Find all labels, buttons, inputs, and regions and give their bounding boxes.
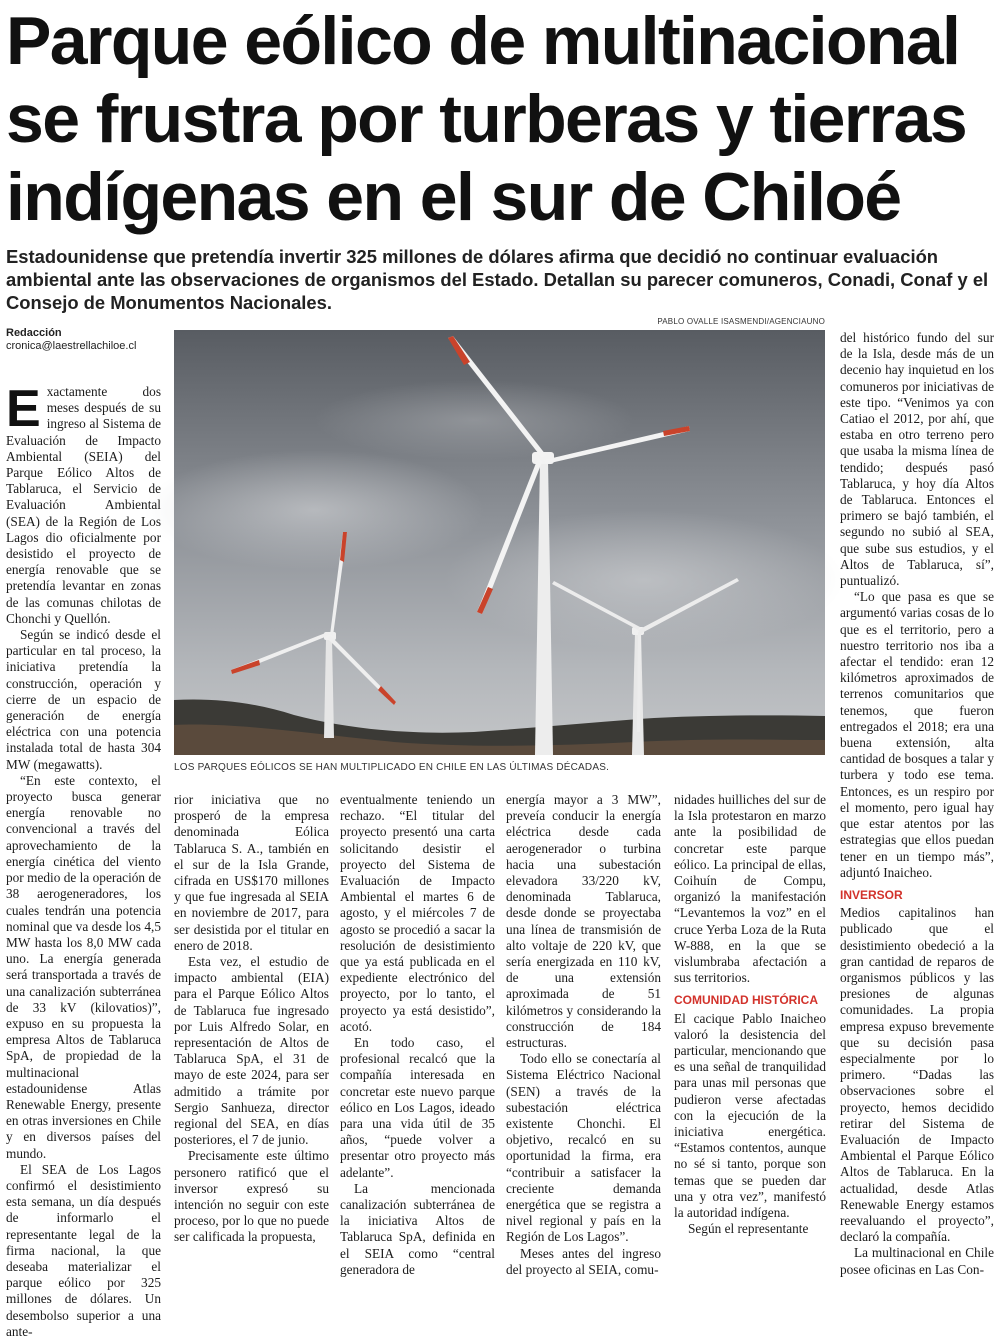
article-paragraph: eventualmente teniendo un rechazo. “El titular del proyecto presentó una carta solicitando desistir el proyecto del Sistema de Evaluación de Impacto Ambiental el martes 6 de agosto, y el miércoles 7 de agosto se procedió a sacar la resolución de desistimiento que ya está publicada en el expediente electrónico del proyecto, por lo tanto, el proyecto ya está desistido”, acotó. — [340, 792, 495, 1034]
article-paragraph: Meses antes del ingreso del proyecto al SEIA, comu- — [506, 1245, 661, 1277]
article-paragraph: “En este contexto, el proyecto busca generar energía renovable no convencional a través del aprovechamiento de la energía cinética del viento por medio de la operación de 38 aerogeneradores, los cuales tendrán una potencia nominal que va desde los 4,5 MW hasta los 8,0 MW cada uno. La energía generada será transportada a través de una canalización subterránea de 33 kV (kilovatios)”, expuso en su propuesta la empresa Altos de Tablaruca SpA, de propiedad de la multinacional estadounidense Atlas Renewable Energy, presente en otras inversiones en Chile y en diversos países del mundo. — [6, 772, 161, 1161]
article-column-6 — [840, 330, 994, 1277]
article-paragraph: El cacique Pablo Inaicheo valoró la desistencia del particular, mencionando que es una señal de tranquilidad para unas mil personas que pudieron verse afectadas con la ejecución de la iniciativa energética. “Estamos contentos, aunque no sé si tanto, porque son temas que se pueden dar una y otra vez”, manifestó la autoridad indígena. — [674, 1010, 826, 1221]
article-paragraph: Esta vez, el estudio de impacto ambiental (EIA) para el Parque Eólico Altos de Tablaruca fue ingresado por Luis Alfredo Solar, en representación de Altos de Tablaruca SpA, el 31 de mayo de este 2024, para ser admitido a trámite por Sergio Sanhueza, director regional del SEA, en días posteriores, el 7 de junio. — [174, 954, 329, 1148]
article-paragraph: La multinacional en Chile posee oficinas en Las Con- — [840, 1245, 994, 1277]
headline-line-2: se frustra por turberas y tierras — [6, 81, 967, 157]
article-paragraph: rior iniciativa que no prosperó de la empresa denominada Eólica Tablaruca S. A., también en el sur de la Isla Grande, cifrada en US$170 millones y que fue ingresada al SEIA en noviembre de 2017, para ser desistida por el titular en enero de 2018. — [174, 792, 329, 953]
article-paragraph: del histórico fundo del sur de la Isla, desde más de un decenio hay inquietud en los comuneros por iniciativas de este tipo. “Venimos ya con Catiao el 2012, por ahí, que estaba en otro terreno pero que usaba la misma línea de tendido; después pasó Tablaruca, y hoy día Altos de Tablaruca. Entonces el primero se bajó también, el segundo no subió al SEA, que sube sus estudios, y el Altos de Tablaruca, sí”, puntualizó. — [840, 330, 994, 589]
byline-email: cronica@laestrellachiloe.cl — [6, 340, 137, 352]
article-paragraph: nidades huilliches del sur de la Isla protestaron en marzo ante la posibilidad de concretar este parque eólico. La principal de ellas, Coihuín de Compu, organizó la manifestación “Levantemos la voz” en el cruce Yerba Loza de la Ruta W-888, en la que se vislumbraba afectación a sus territorios. — [674, 792, 826, 986]
article-column-3 — [340, 792, 495, 1277]
article-paragraph: Según se indicó desde el particular en tal proceso, la iniciativa pretendía la construcción, operación y cierre de un espacio de generación de energía eléctrica con una potencia instalada total de hasta 304 MW (megawatts). — [6, 627, 161, 772]
subhead-comunidad: COMUNIDAD HISTÓRICA — [674, 993, 818, 1008]
article-paragraph — [6, 380, 161, 627]
subhead-inversor: INVERSOR — [840, 887, 903, 902]
article-paragraph: energía mayor a 3 MW”, preveía conducir la energía eléctrica desde cada aerogenerador o turbina hacia una subestación elevadora 33/220 kV, denominada Tablaruca, desde donde se proyectaba una línea de transmisión de alto voltaje de 220 kV, que sería energizada en 110 kV, de una extensión aproximada de 51 kilómetros y considerando la construcción de 184 estructuras. — [506, 792, 661, 1051]
article-column-5 — [674, 792, 826, 1237]
article-column-2 — [174, 792, 329, 1245]
article-paragraph: Precisamente este último personero ratificó que el inversor expresó su intención no seguir con este proceso, por lo que no puede ser calificada la propuesta, — [174, 1148, 329, 1245]
headline — [6, 2, 996, 236]
article-paragraph: En todo caso, el profesional recalcó que la compañía interesada en concretar este nuevo parque eólico en Los Lagos, ideado para una vida útil de 35 años, “puede volver a presentar otro proyecto más adelante”. — [340, 1035, 495, 1180]
photo-caption: LOS PARQUES EÓLICOS SE HAN MULTIPLICADO EN CHILE EN LAS ÚLTIMAS DÉCADAS. — [174, 762, 610, 773]
article-paragraph: El SEA de Los Lagos confirmó el desistimiento esta semana, un día después de informarlo el representante legal de la firma nacional, la que deseaba materializar el parque eólico por 325 millones de dólares. Un desembolso superior a una ante- — [6, 1161, 161, 1339]
article-paragraph: Según el representante — [688, 1221, 809, 1237]
byline — [6, 327, 166, 353]
article-paragraph: La mencionada canalización subterránea de la iniciativa Altos de Tablaruca SpA, definida en el SEIA como “central generadora de — [340, 1180, 495, 1277]
article-paragraph: Medios capitalinos han publicado que el desistimiento obedeció a la gran cantidad de reparos de organismos públicos y las presiones de algunas comunidades. La propia empresa expuso brevemente que su decisión pasa especialmente por lo primero. “Dadas las observaciones sobre el proyecto, hemos decidido retirar del Sistema de Evaluación de Impacto Ambiental el Parque Eólico Altos de Tablaruca. En la actualidad, desde Atlas Renewable Energy estamos reevaluando el proyecto”, declaró la compañía. — [840, 905, 994, 1245]
drop-cap: E — [6, 380, 41, 438]
byline-author: Redacción — [6, 327, 62, 339]
photo-credit: PABLO OVALLE ISASMENDI/AGENCIAUNO — [657, 317, 825, 326]
wind-farm-photo — [174, 330, 825, 755]
headline-line-1: Parque eólico de multinacional — [6, 3, 960, 79]
paragraph-text: xactamente dos meses después de su ingreso al Sistema de Evaluación de Impacto Ambiental (SEIA) del Parque Eólico Altos de Tablaruca, el Servicio de Evaluación Ambiental (SEA) de la Región de Los Lagos dio oficialmente por desistido el proyecto de energía renovable que se pretendía levantar en zonas de las comunas chilotas de Chonchi y Quellón. — [6, 384, 161, 626]
article-paragraph: “Lo que pasa es que se argumentó varias cosas de lo que es el territorio, pero a nuestro territorio nos iba a afectar el tendido: eran 12 kilómetros aproximados de terrenos comunitarios que tenemos, que fueron entregados el 2018; era una buena extensión, alta cantidad de bosques a talar y turbera y todo ese tema. Entonces, es un respiro por el momento, pero igual hay que estar atentos por las estrategias que ellos puedan tener en un tiempo más”, adjuntó Inaicheo. — [840, 589, 994, 880]
lede: Estadounidense que pretendía invertir 325 millones de dólares afirma que decidió no continuar evaluación ambiental ante las observaciones de organismos del Estado. Detallan su parecer comuneros, Conadi, Conaf y el Consejo de Monumentos Nacionales. — [6, 246, 989, 313]
headline-line-3: indígenas en el sur de Chiloé — [6, 159, 901, 235]
article-column-1 — [6, 380, 161, 1339]
article-paragraph: Todo ello se conectaría al Sistema Eléctrico Nacional (SEN) a través de la subestación eléctrica existente Chonchi. El objetivo, recalcó en su oportunidad la firma, era “contribuir a satisfacer la creciente demanda energética que se registra a nivel regional y país en la Región de Los Lagos”. — [506, 1051, 661, 1245]
wind-turbines-image — [174, 330, 825, 755]
article-column-4 — [506, 792, 661, 1277]
